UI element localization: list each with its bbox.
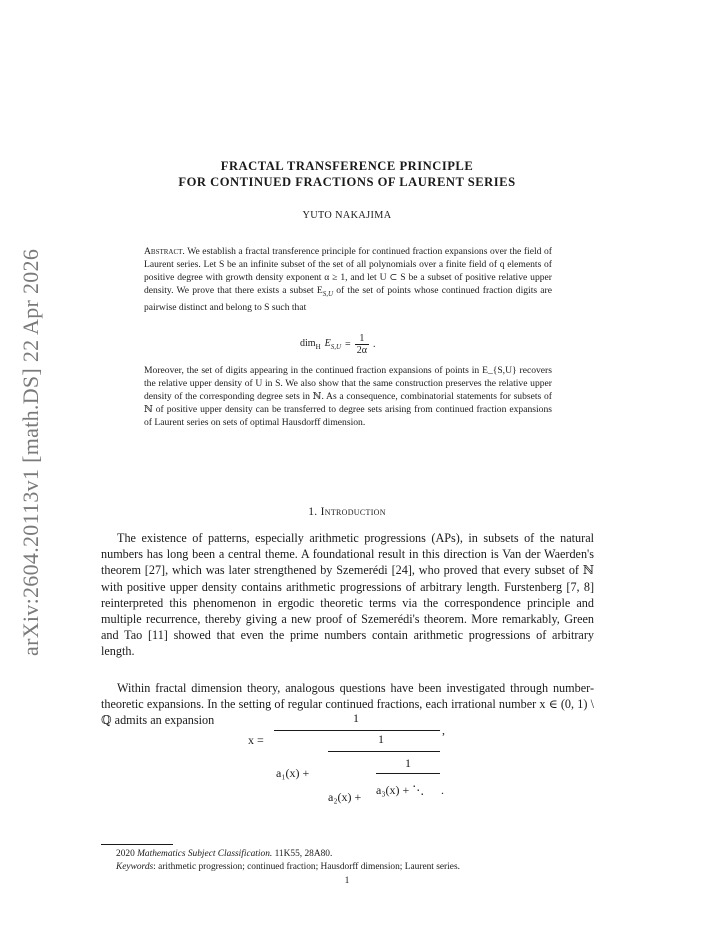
cf-period: . — [441, 783, 444, 797]
cf-numerator-1: 1 — [353, 711, 359, 725]
footnote-rule — [101, 844, 173, 845]
paragraph-1: The existence of patterns, especially arithmetic progressions (APs), in subsets of the natural numbers has long been a central theme. A foundational result in this direction is Van der Waerden's theorem [27], which was later strengthened by Szemerédi [24], who proved that every subset of ℕ with positive upper density contains arithmetic progressions of arbitrary length. Furstenberg [7, 8] reinterpreted this phenomenon in ergodic theoretic terms via the correspondence principle and multiple recurrence, thereby giving a new proof of Szemerédi's theorem. More remarkably, Green and Tao [11] showed that even the prime numbers contain arithmetic progressions of arbitrary length. — [101, 531, 594, 659]
msc-value: 11K55, 28A80. — [274, 849, 333, 859]
cf-bar-1 — [274, 730, 440, 731]
section-heading — [100, 506, 594, 518]
abstract-part-1 — [144, 245, 552, 314]
abstract-label: Abstract. — [144, 246, 185, 257]
cf-numerator-2: 1 — [378, 732, 384, 746]
dim-operator: dim$_H$ — [300, 338, 321, 351]
paper-title — [100, 158, 594, 190]
cf-a2: a₂(x) + — [328, 790, 362, 804]
footnote-keywords — [116, 861, 596, 874]
abstract-subscript: S,U — [322, 290, 334, 299]
cf-bar-3 — [376, 773, 440, 774]
equals-sign: = — [345, 339, 351, 350]
cf-bar-2 — [328, 751, 440, 752]
cf-a1: a₁(x) + — [276, 766, 310, 780]
abstract-part-2: Moreover, the set of digits appearing in the continued fraction expansions of points in E_{S,U} recovers the relative upper density of U in S. We also show that the same construction preserves the relative upper density of the corresponding degree sets in ℕ. As a consequence, combinatorial statements for subsets of ℕ of positive upper density can be transferred to degree sets arising from continued fraction expansions of Laurent series on sets of optimal Hausdorff dimension. — [144, 365, 552, 429]
cf-comma: , — [442, 723, 445, 737]
title-line-1: FRACTAL TRANSFERENCE PRINCIPLE — [220, 159, 474, 173]
cf-a3: a₃(x) + ⋱ — [376, 783, 425, 797]
continued-fraction-display — [248, 711, 468, 821]
abstract-text-1: We establish a fractal transference principle for continued fraction expansions over the field of Laurent series. Let S be an infinite subset of the set of all polynomials over a finite field of q elements of positive degree with growth density exponent α ≥ 1, and let U ⊂ S be a subset of positive relative upper density. We prove that there exists a subset E — [144, 246, 552, 297]
page-number: 1 — [344, 876, 350, 886]
keywords-label: Keywords — [116, 862, 154, 872]
paragraph-2: Within fractal dimension theory, analogous questions have been investigated through number-theoretic expansions. In the setting of regular continued fractions, each irrational number x ∈ (0, 1) \ ℚ admits an expansion — [101, 681, 594, 728]
title-line-2: FOR CONTINUED FRACTIONS OF LAURENT SERIES — [178, 175, 516, 189]
abstract-equation — [300, 333, 375, 356]
msc-year: 2020 — [116, 849, 135, 859]
abstract-text-1-end: of the set of points whose continued fraction digits are pairwise distinct and belong to S such that — [144, 285, 552, 314]
section-title: Introduction — [320, 506, 386, 518]
fraction — [355, 333, 369, 356]
keywords-value: : arithmetic progression; continued fraction; Hausdorff dimension; Laurent series. — [153, 862, 460, 872]
cf-lhs: x = — [248, 733, 264, 747]
equation-period: . — [372, 339, 376, 350]
msc-label: Mathematics Subject Classification. — [137, 849, 273, 859]
arxiv-identifier: arXiv:2604.20113v1 [math.DS] 22 Apr 2026 — [18, 248, 43, 656]
set-symbol: $E_{S,U}$ — [324, 338, 342, 351]
fraction-denominator: 2α — [356, 345, 367, 356]
fraction-numerator: 1 — [359, 333, 365, 344]
section-number: 1. — [308, 506, 318, 518]
cf-numerator-3: 1 — [405, 756, 411, 770]
author-name: YUTO NAKAJIMA — [302, 210, 392, 221]
footnote-msc — [116, 848, 596, 861]
